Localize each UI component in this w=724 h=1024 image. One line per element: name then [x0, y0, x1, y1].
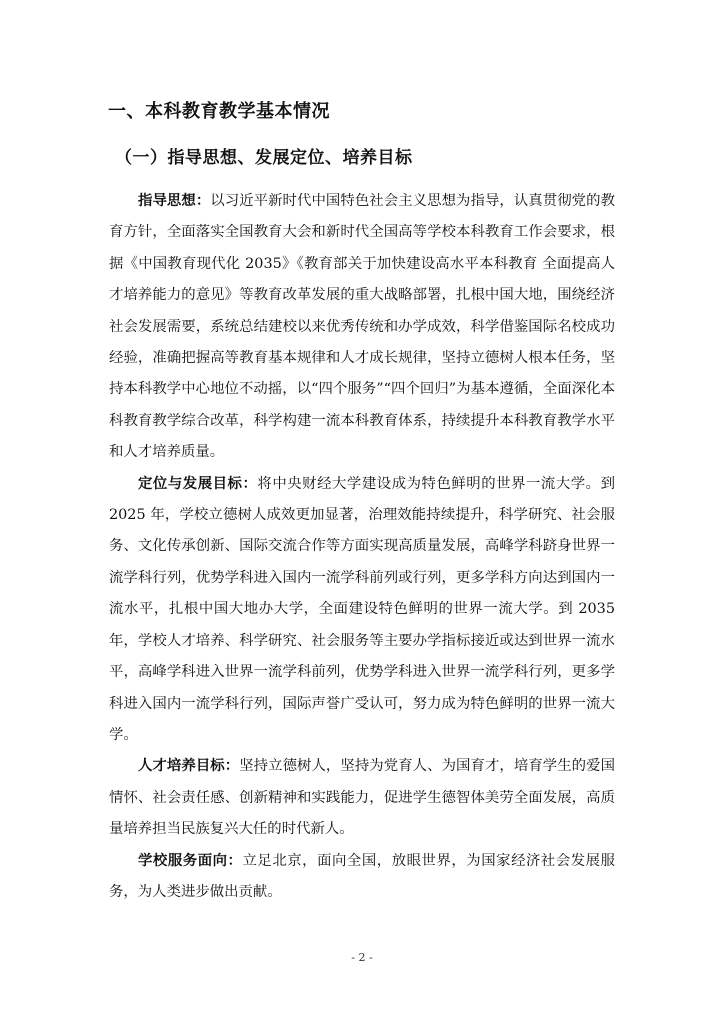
paragraph-text: 立足北京，面向全国，放眼世界，为国家经济社会发展服务，为人类进步做出贡献。 — [109, 852, 615, 900]
paragraph-lead: 指导思想： — [138, 193, 211, 209]
paragraph-text: 以习近平新时代中国特色社会主义思想为指导，认真贯彻党的教育方针，全面落实全国教育大会和新时代全国高等学校本科教育工作会要求，根据《中国教育现代化 2035》《教育部关于加快建设高水平本科教育 全面提高人才培养能力的意见》等教育改革发展的重大战略部署，扎根中国大地，围绕经济社会发展需要，系统总结建校以来优秀传统和办学成效，科学借鉴国际名校成功经验，准确把握高等教育基本规律和人才成长规律，坚持立德树人根本任务，坚持本科教学中心地位不动摇，以“四个服务”“四个回归”为基本遵循，全面深化本科教育教学综合改革，科学构建一流本科教育体系，持续提升本科教育教学水平和人才培养质量。 — [109, 193, 615, 461]
paragraph-lead: 学校服务面向： — [138, 852, 243, 869]
paragraph-lead: 人才培养目标： — [138, 758, 240, 775]
page-number: - 2 - — [351, 951, 373, 964]
paragraph-text: 坚持立德树人，坚持为党育人、为国育才，培育学生的爱国情怀、社会责任感、创新精神和实践能力，促进学生德智体美劳全面发展，高质量培养担当民族复兴大任的时代新人。 — [109, 758, 615, 838]
paragraph-lead: 定位与发展目标： — [138, 475, 258, 492]
subsection-heading: （一）指导思想、发展定位、培养目标 — [115, 148, 413, 168]
section-heading: 一、本科教育教学基本情况 — [108, 101, 330, 122]
body-text — [109, 186, 615, 908]
paragraph-guiding-ideology — [109, 186, 615, 469]
paragraph-text: 将中央财经大学建设成为特色鲜明的世界一流大学。到 2025 年，学校立德树人成效更加显著，治理效能持续提升，科学研究、社会服务、文化传承创新、国际交流合作等方面实现高质量发展，高峰学科跻身世界一流学科行列，优势学科进入国内一流学科前列或行列，更多学科方向达到国内一流水平，扎根中国大地办大学，全面建设特色鲜明的世界一流大学。到 2035 年，学校人才培养、科学研究、社会服务等主要办学指标接近或达到世界一流水平，高峰学科进入世界一流学科前列，优势学科进入世界一流学科行列，更多学科进入国内一流学科行列，国际声誉广受认可，努力成为特色鲜明的世界一流大学。 — [109, 475, 615, 743]
paragraph-service-orientation — [109, 846, 615, 909]
paragraph-talent-goals — [109, 751, 615, 845]
paragraph-positioning-goals — [109, 469, 615, 752]
